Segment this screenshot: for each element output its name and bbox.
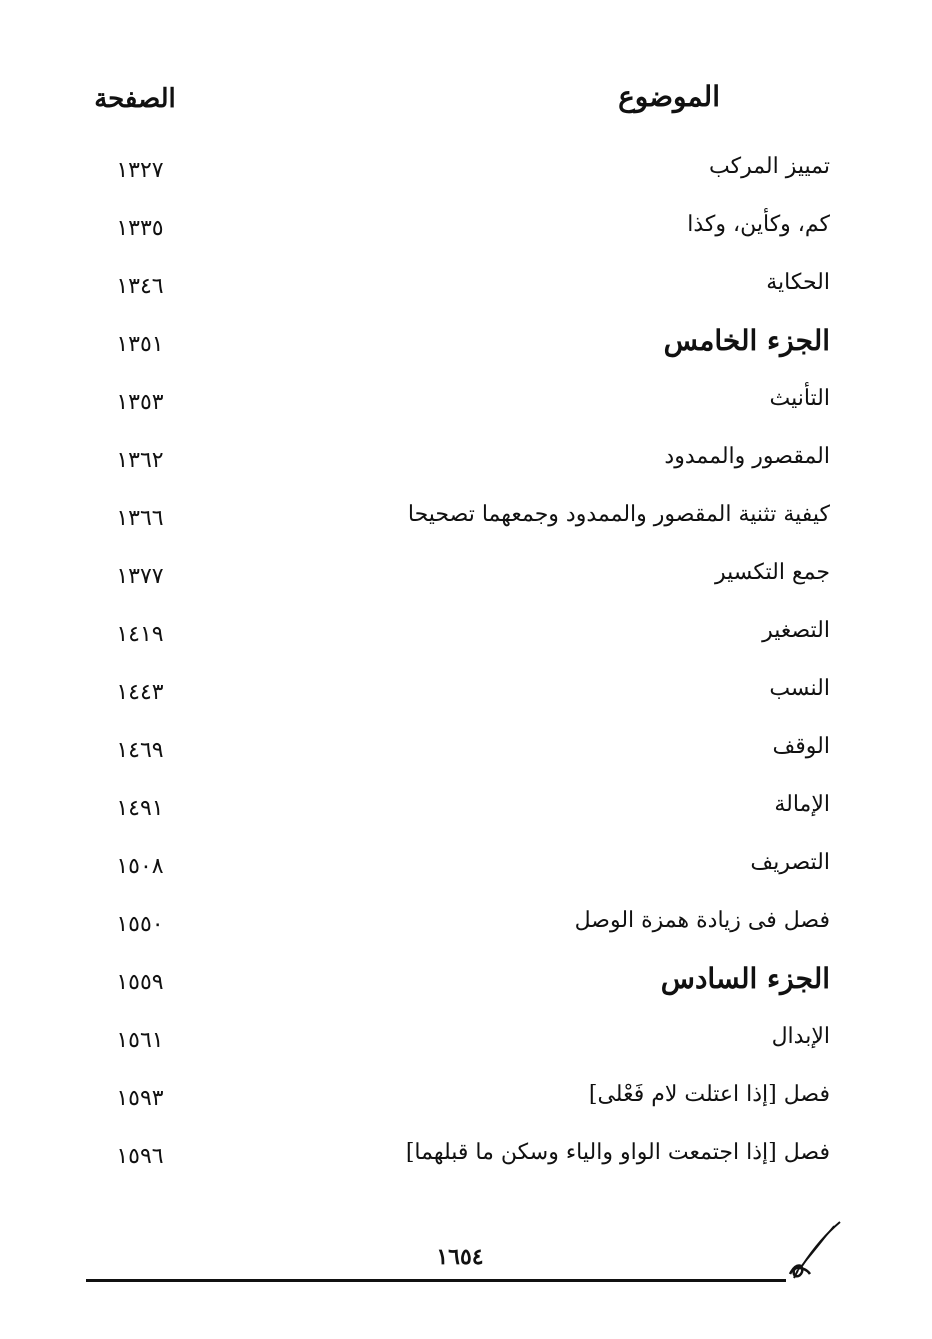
- toc-entry: [80, 496, 840, 554]
- toc-entry: [80, 1018, 840, 1076]
- toc-entry-title: الجزء الخامس: [663, 324, 830, 357]
- toc-entry-title: التصريف: [750, 850, 830, 875]
- topic-column-header: الموضوع: [618, 80, 720, 113]
- toc-entry: [80, 264, 840, 322]
- toc-entry: [80, 670, 840, 728]
- toc-entry-page: ١٥٥٠: [116, 912, 164, 937]
- toc-entry-title: التصغير: [762, 618, 830, 643]
- toc-entry-title: الحكاية: [766, 270, 830, 295]
- toc-entry-page: ١٤١٩: [116, 622, 164, 647]
- toc-entry-title: الإبدال: [771, 1024, 830, 1049]
- toc-entry-page: ١٥٦١: [116, 1028, 164, 1053]
- toc-entry-page: ١٥٥٩: [116, 970, 164, 995]
- toc-entry: [80, 148, 840, 206]
- footer-page-number: ١٦٥٤: [436, 1244, 484, 1270]
- table-of-contents: [80, 148, 840, 1192]
- toc-entry-title: فصل فى زيادة همزة الوصل: [574, 908, 830, 933]
- toc-entry: [80, 438, 840, 496]
- toc-entry-title: فصل [إذا اعتلت لام فَعْلى]: [588, 1082, 830, 1107]
- pen-flourish-icon: [784, 1218, 844, 1282]
- toc-entry-title: النسب: [769, 676, 830, 701]
- toc-entry-title: المقصور والممدود: [664, 444, 830, 469]
- toc-entry-page: ١٤٦٩: [116, 738, 164, 763]
- toc-entry-page: ١٣٤٦: [116, 274, 164, 299]
- toc-entry: [80, 1134, 840, 1192]
- page-column-header: الصفحة: [94, 84, 176, 114]
- toc-entry-page: ١٤٩١: [116, 796, 164, 821]
- toc-entry-page: ١٣٥١: [116, 332, 164, 357]
- footer-rule: [86, 1279, 786, 1282]
- toc-entry-title: كم، وكأين، وكذا: [687, 212, 830, 237]
- toc-entry-title: كيفية تثنية المقصور والممدود وجمعهما تصحيحا: [407, 502, 830, 527]
- toc-entry: [80, 1076, 840, 1134]
- toc-entry: [80, 380, 840, 438]
- toc-entry-title: فصل [إذا اجتمعت الواو والياء وسكن ما قبلهما]: [405, 1140, 830, 1165]
- toc-entry: [80, 902, 840, 960]
- toc-entry-page: ١٣٥٣: [116, 390, 164, 415]
- toc-entry-page: ١٣٣٥: [116, 216, 164, 241]
- toc-entry-page: ١٥٠٨: [116, 854, 164, 879]
- toc-entry-title: جمع التكسير: [714, 560, 830, 585]
- toc-entry: [80, 844, 840, 902]
- toc-entry-page: ١٣٧٧: [116, 564, 164, 589]
- toc-entry-title: الإمالة: [774, 792, 830, 817]
- toc-entry-page: ١٣٦٦: [116, 506, 164, 531]
- toc-entry-page: ١٥٩٣: [116, 1086, 164, 1111]
- toc-entry-title: تمييز المركب: [709, 154, 830, 179]
- toc-entry-page: ١٣٢٧: [116, 158, 164, 183]
- toc-entry: [80, 554, 840, 612]
- toc-entry-page: ١٣٦٢: [116, 448, 164, 473]
- toc-section-heading: [80, 960, 840, 1018]
- toc-section-heading: [80, 322, 840, 380]
- toc-entry: [80, 206, 840, 264]
- toc-entry: [80, 612, 840, 670]
- toc-entry-title: الجزء السادس: [660, 962, 830, 995]
- toc-entry-title: الوقف: [772, 734, 830, 759]
- toc-entry-title: التأنيث: [769, 386, 830, 411]
- toc-entry: [80, 786, 840, 844]
- toc-entry-page: ١٤٤٣: [116, 680, 164, 705]
- toc-entry-page: ١٥٩٦: [116, 1144, 164, 1169]
- toc-entry: [80, 728, 840, 786]
